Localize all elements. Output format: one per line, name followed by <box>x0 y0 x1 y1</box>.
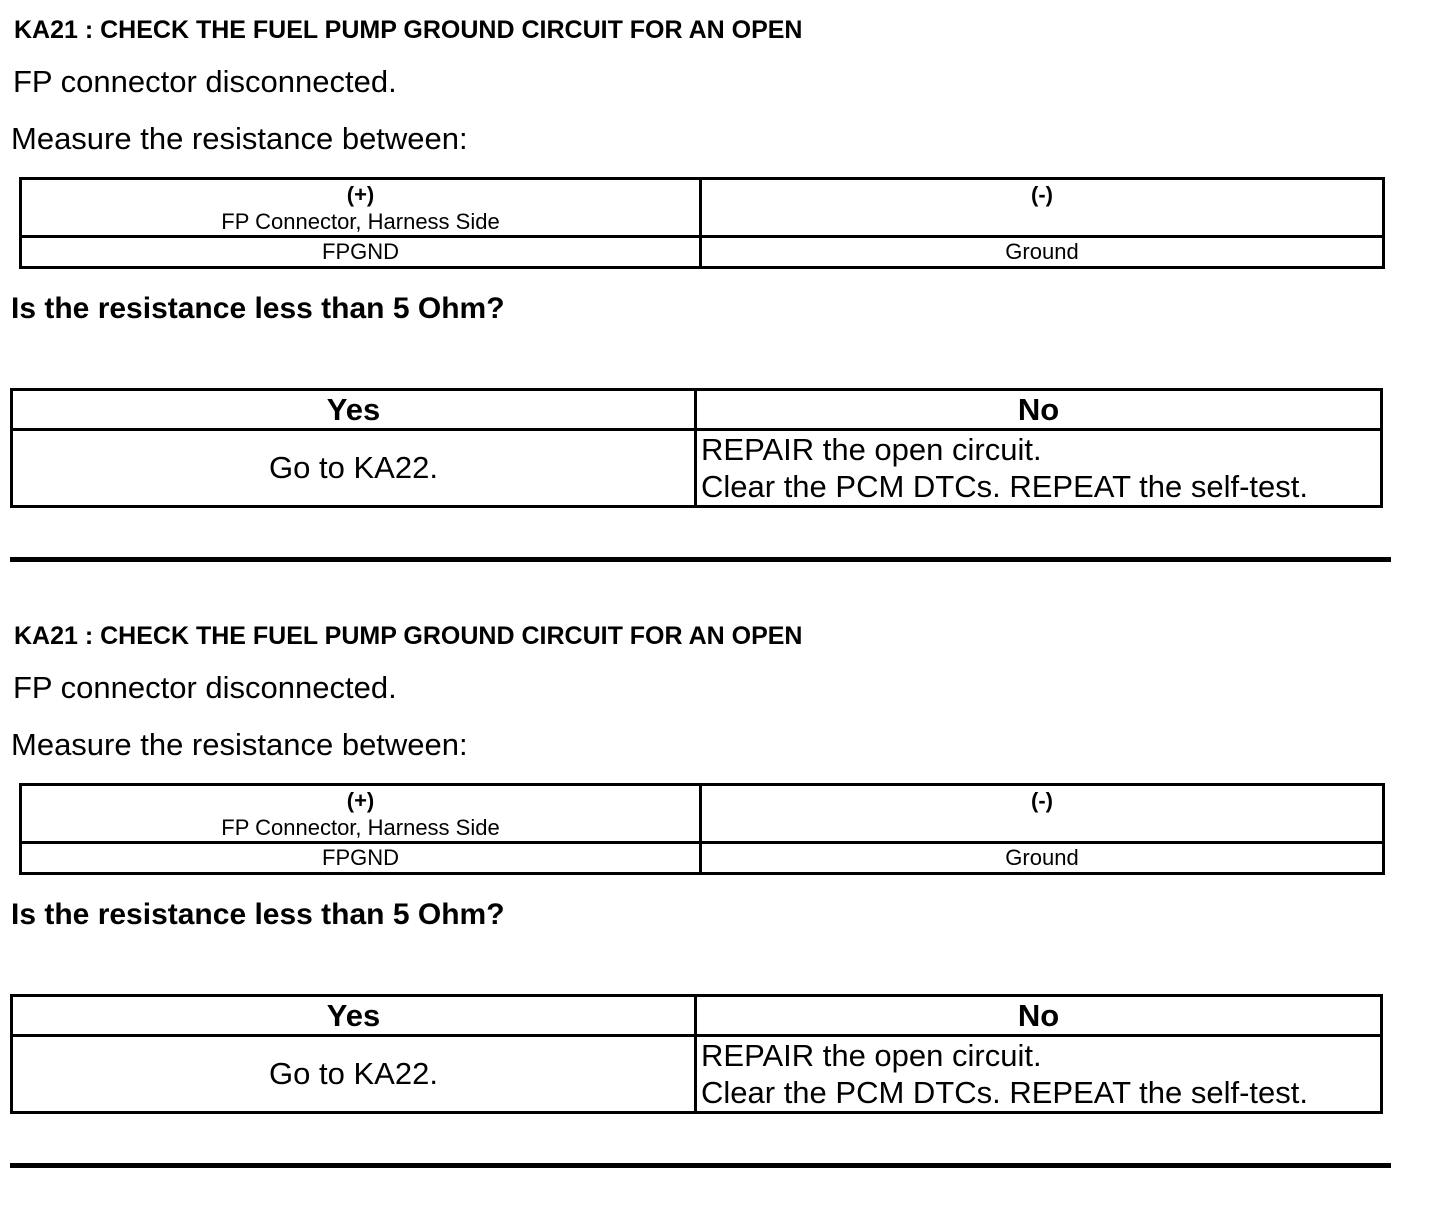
answer-body-row <box>12 430 1382 507</box>
plus-header-cell <box>21 179 701 237</box>
step-question: Is the resistance less than 5 Ohm? <box>11 898 505 931</box>
plus-header: (+) <box>346 788 375 813</box>
measurement-table <box>19 177 1385 269</box>
measurement-header-row <box>21 179 1384 237</box>
measure-instruction: Measure the resistance between: <box>11 727 468 762</box>
yes-action: Go to KA22. <box>12 1036 696 1113</box>
no-action-cell <box>696 1036 1382 1113</box>
minus-header-cell <box>701 785 1384 843</box>
measurement-value-row <box>21 237 1384 268</box>
answer-body-row <box>12 1036 1382 1113</box>
no-header: No <box>696 390 1382 430</box>
plus-value: FPGND <box>21 237 701 268</box>
no-action-line-2: Clear the PCM DTCs. REPEAT the self-test. <box>701 469 1308 504</box>
plus-header-cell <box>21 785 701 843</box>
step-title: KA21 : CHECK THE FUEL PUMP GROUND CIRCUIT FOR AN OPEN <box>14 16 803 44</box>
plus-subheader: FP Connector, Harness Side <box>221 815 500 840</box>
minus-value: Ground <box>701 843 1384 874</box>
answer-table <box>10 994 1383 1114</box>
minus-value: Ground <box>701 237 1384 268</box>
plus-subheader: FP Connector, Harness Side <box>221 209 500 234</box>
no-action-line-1: REPAIR the open circuit. <box>701 1038 1042 1073</box>
section-divider <box>10 557 1391 562</box>
plus-value: FPGND <box>21 843 701 874</box>
plus-header: (+) <box>346 182 375 207</box>
measurement-header-row <box>21 785 1384 843</box>
minus-header: (-) <box>1031 788 1053 813</box>
measure-instruction: Measure the resistance between: <box>11 121 468 156</box>
measurement-value-row <box>21 843 1384 874</box>
yes-action: Go to KA22. <box>12 430 696 507</box>
step-title: KA21 : CHECK THE FUEL PUMP GROUND CIRCUIT FOR AN OPEN <box>14 622 803 650</box>
measurement-table <box>19 783 1385 875</box>
step-condition: FP connector disconnected. <box>13 64 397 99</box>
no-action-cell <box>696 430 1382 507</box>
step-condition: FP connector disconnected. <box>13 670 397 705</box>
minus-header: (-) <box>1031 182 1053 207</box>
no-action-line-2: Clear the PCM DTCs. REPEAT the self-test. <box>701 1075 1308 1110</box>
yes-header: Yes <box>12 390 696 430</box>
answer-table <box>10 388 1383 508</box>
yes-header: Yes <box>12 996 696 1036</box>
no-action-line-1: REPAIR the open circuit. <box>701 432 1042 467</box>
section-divider <box>10 1163 1391 1168</box>
step-question: Is the resistance less than 5 Ohm? <box>11 292 505 325</box>
answer-header-row <box>12 390 1382 430</box>
no-header: No <box>696 996 1382 1036</box>
answer-header-row <box>12 996 1382 1036</box>
test-step-section <box>0 606 1440 1212</box>
minus-header-cell <box>701 179 1384 237</box>
